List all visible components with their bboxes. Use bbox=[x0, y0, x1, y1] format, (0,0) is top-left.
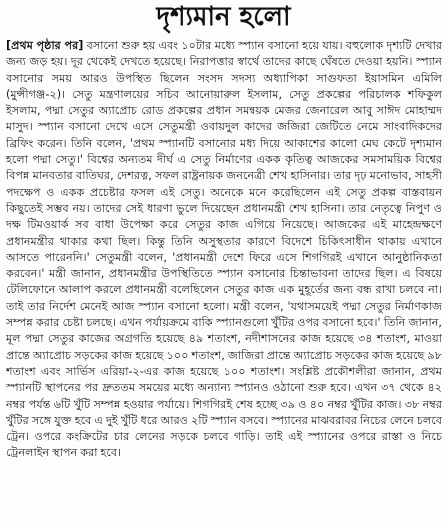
article-text: বসানো শুরু হয় এবং ১০টার মধ্যে স্প্যান বসানো হয়ে যায়। বহুলোক দৃশ্যটি দেখার জন্য জড় হয়। দূর থেকেই দেখতে হয়েছে। নিরাপত্তার স্বার্থে তাদের কাছে ঘেঁষতে দেওয়া হয়নি। স্প্যান বসানোর সময় আরও উপস্থিত ছিলেন সংসদ সদস্য অধ্যাপিকা সাগুফতা ইয়াসমিন এমিলি (মুন্সীগঞ্জ-২)। সেতু মন্ত্রণালয়ের সচিব আনোয়ারুল ইসলাম, সেতু প্রকল্পের পরিচালক শফিকুল ইসলাম, পদ্মা সেতুর অ্যাপ্রোচ রোড প্রকল্পের প্রধান সমন্বয়ক মেজর জেনারেল আবু সাঈদ মোহাম্মদ মাসুদ। স্প্যান বসানো দেখে এসে সেতুমন্ত্রী ওবায়দুল কাদের জজিরা জেটিতে নেমে সাংবাদিকদের ব্রিফিং করেন। তিনি বলেন, 'প্রথম স্প্যানটি বসানোর মধ্য দিয়ে আকাশের কালো মেঘ কেটে দৃশ্যমান হলো পদ্মা সেতু।' বিশ্বের অন্যতম দীর্ঘ এ সেতু নির্মাণের একক কৃতিত্ব আজকের সমসাময়িক বিশ্বের বিপন্ন মানবতার বাতিঘর, দেশরত্ন, সফল রাষ্ট্রনায়ক জননেত্রী শেখ হাসিনার। তার দৃঢ় মনোভাব, সাহসী পদক্ষেপ ও একক প্রচেষ্টার ফসল এই সেতু। অনেকে মনে করেছিলেন এই সেতু প্রকল্প বাস্তবায়ন কিছুতেই সম্ভব নয়। তাদের সেই ধারণা ভুলে দিয়েছেন প্রধানমন্ত্রী শেখ হাসিনা। তার নেতৃত্বে নিপুণ ও দক্ষ টিমওয়ার্ক সব বাধা উপেক্ষা করে সেতুর কাজ এগিয়ে নিয়েছে। আজকের এই মাহেন্দ্রক্ষণে প্রধানমন্ত্রীর থাকার কথা ছিল। কিন্তু তিনি অসুস্থতার কারণে বিদেশে চিকিৎসাধীন থাকায় এখানে আসতে পারেননি।' সেতুমন্ত্রী বলেন, 'প্রধানমন্ত্রী দেশে ফিরে এসে শিগগিরই এখানে আনুষ্ঠানিকতা করবেন।' মন্ত্রী জানান, প্রধানমন্ত্রীর উপস্থিতিতে স্প্যান বসানোর চিন্তাভাবনা তাদের ছিল। এ বিষয়ে টেলিফোনে আলাপ করলে প্রধানমন্ত্রী বলেছিলেন সেতুর কাজ এক মুহূর্তের জন্য বন্ধ রাখা চলবে না। তাই তার নির্দেশ মেনেই আজ স্প্যান বসানো হলো। মন্ত্রী বলেন, 'যথাসময়েই পদ্মা সেতুর নির্মাণকাজ সম্পন্ন করার চেষ্টা চলছে। এখন পর্যায়ক্রমে বাকি স্প্যানগুলো খুঁটির ওপর বসানো হবে।' তিনি জানান, মূল পদ্মা সেতুর কাজের অগ্রগতি হয়েছে ৪৯ শতাংশ, নদীশাসনের কাজ হয়েছে ৩৪ শতাংশ, মাওয়া প্রান্তে অ্যাপ্রোচ সড়কের কাজ হয়েছে ১০০ শতাংশ, জাজিরা প্রান্তে অ্যাপ্রোচ সড়কের কাজ হয়েছে ৯৮ শতাংশ এবং সার্ভিস এরিয়া-২-এর কাজ হয়েছে ১০০ শতাংশ। সংশ্লিষ্ট প্রকৌশলীরা জানান, প্রথম স্প্যানটি স্থাপনের পর দ্রুততম সময়ের মধ্যে অন্যান্য স্প্যানও ওঠানো শুরু হবে। এখন ৩৭ থেকে ৪২ নম্বর পর্যন্ত ৬টি খুঁটি সম্পন্ন হওয়ার পর্যায়ে। শিগগিরই শেষ হচ্ছে ৩৯ ও ৪০ নম্বর খুঁটির কাজ। ৩৮ নম্বর খুঁটির সঙ্গে যুক্ত হবে এ দুই খুঁটি ধরে আরও ২টি স্প্যান বসবে। স্প্যানের মাঝবরাবর নিচের লেনে চলবে ট্রেন। ওপরে কংক্রিটের চার লেনের সড়কে চলবে গাড়ি। তাই এই স্প্যানের ওপরে রাস্তা ও নিচে ট্রেনলাইন স্থাপন করা হবে। bbox=[6, 39, 442, 460]
article-body bbox=[6, 38, 442, 526]
headline: দৃশ্যমান হলো bbox=[156, 2, 291, 32]
continuation-label: [প্রথম পৃষ্ঠার পর] bbox=[6, 39, 84, 52]
